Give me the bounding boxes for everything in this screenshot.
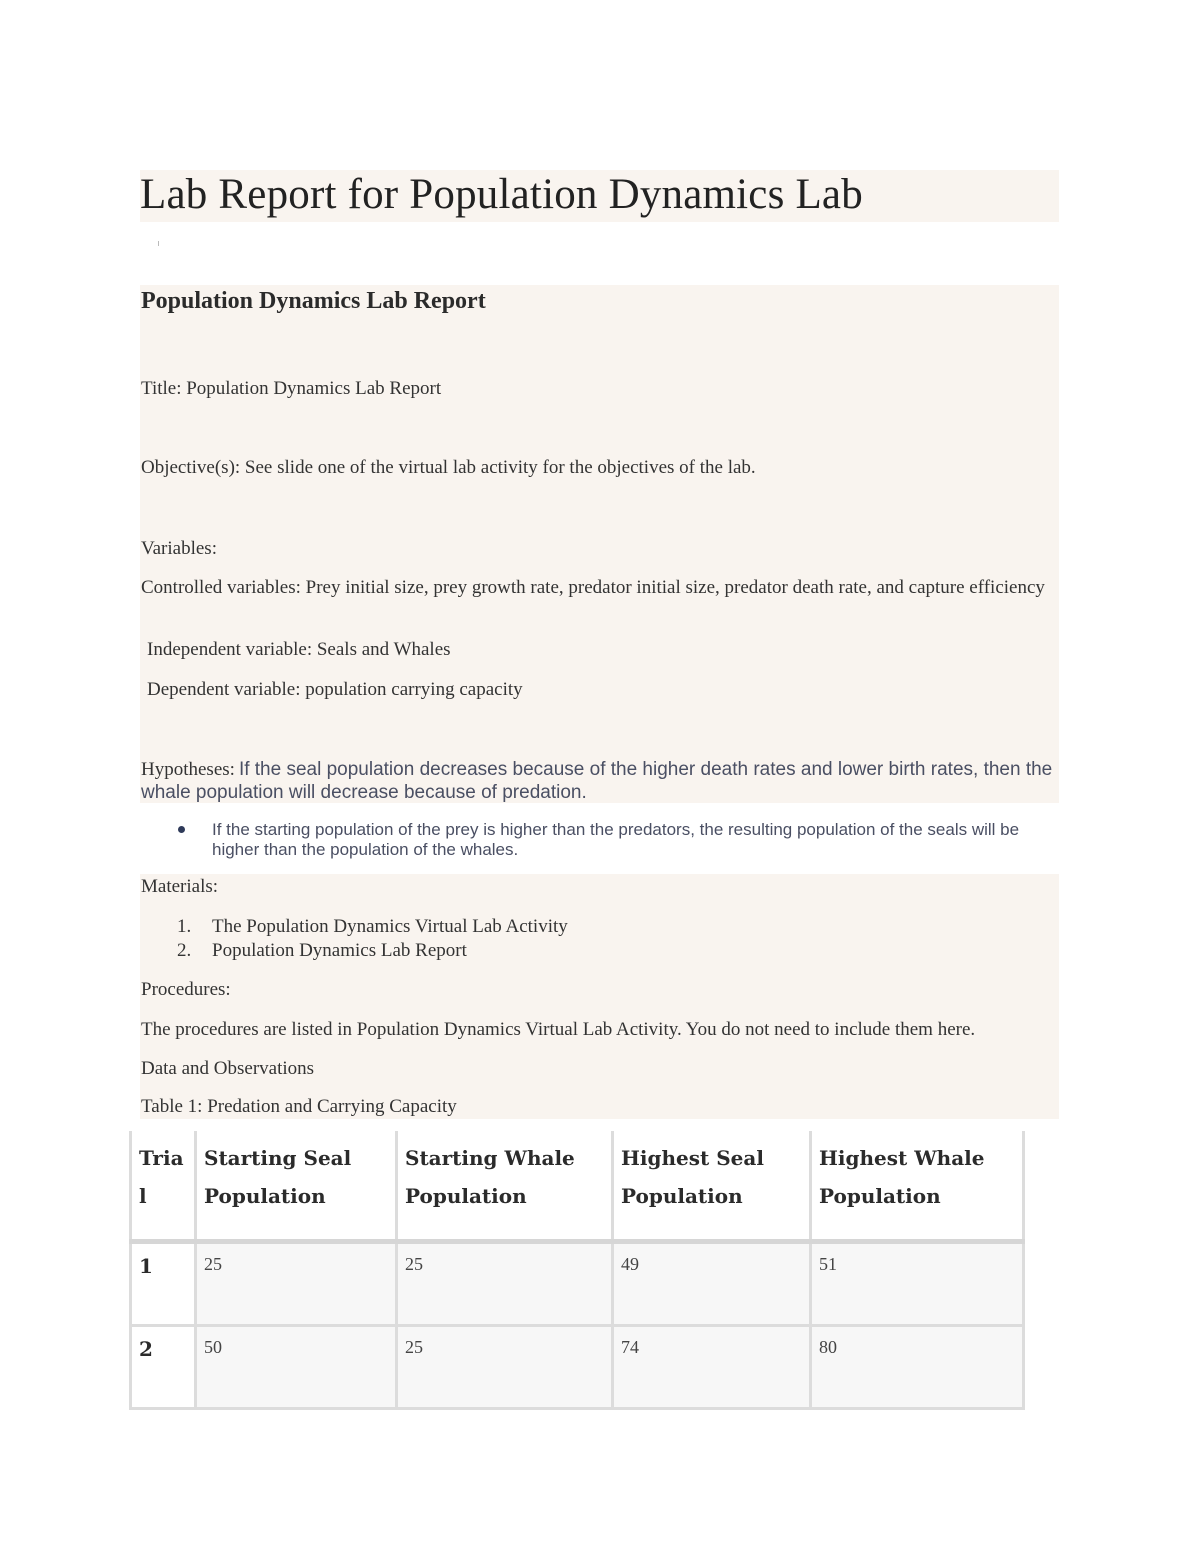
title-line: Title: Population Dynamics Lab Report bbox=[141, 378, 442, 399]
materials-item-number: 1. bbox=[177, 916, 192, 937]
independent-variable: Independent variable: Seals and Whales bbox=[147, 639, 451, 660]
table-cell: 51 bbox=[811, 1242, 1024, 1326]
header-trial: Trial bbox=[131, 1131, 196, 1242]
objective-line: Objective(s): See slide one of the virtual lab activity for the objectives of the lab. bbox=[141, 457, 756, 478]
materials-item: The Population Dynamics Virtual Lab Activity bbox=[212, 916, 568, 937]
header-highest-whale: Highest Whale Population bbox=[811, 1131, 1024, 1242]
materials-item: Population Dynamics Lab Report bbox=[212, 940, 467, 961]
hypotheses-paragraph bbox=[141, 759, 1057, 805]
trial-cell: 1 bbox=[131, 1242, 196, 1326]
table-header-row bbox=[131, 1131, 1024, 1242]
table-cell: 25 bbox=[196, 1242, 397, 1326]
table-cell: 25 bbox=[397, 1326, 613, 1409]
dependent-variable: Dependent variable: population carrying capacity bbox=[147, 679, 523, 700]
table-cell: 49 bbox=[613, 1242, 811, 1326]
hypotheses-label: Hypotheses: bbox=[141, 759, 235, 780]
data-observations-label: Data and Observations bbox=[141, 1058, 315, 1079]
document-title: Lab Report for Population Dynamics Lab bbox=[140, 171, 863, 218]
predation-table bbox=[129, 1131, 1025, 1410]
separator-mark bbox=[158, 241, 159, 246]
hypotheses-text: If the seal population decreases because of the higher death rates and lower birth rates, then the whale population will decrease because of predation. bbox=[141, 759, 1053, 803]
table-cell: 74 bbox=[613, 1326, 811, 1409]
table-cell: 80 bbox=[811, 1326, 1024, 1409]
table-caption: Table 1: Predation and Carrying Capacity bbox=[141, 1096, 457, 1117]
header-starting-seal: Starting Seal Population bbox=[196, 1131, 397, 1242]
table-cell: 25 bbox=[397, 1242, 613, 1326]
body-highlight bbox=[140, 285, 1059, 803]
table-row bbox=[131, 1242, 1024, 1326]
materials-highlight bbox=[140, 874, 1059, 1119]
controlled-variables: Controlled variables: Prey initial size, prey growth rate, predator initial size, predator death rate, and capture efficiency bbox=[141, 577, 1045, 598]
procedures-text: The procedures are listed in Population Dynamics Virtual Lab Activity. You do not need to include them here. bbox=[141, 1019, 976, 1040]
table-row bbox=[131, 1326, 1024, 1409]
trial-cell: 2 bbox=[131, 1326, 196, 1409]
variables-label: Variables: bbox=[141, 538, 217, 559]
bullet-icon bbox=[178, 826, 185, 833]
materials-label: Materials: bbox=[141, 876, 219, 897]
header-starting-whale: Starting Whale Population bbox=[397, 1131, 613, 1242]
materials-item-number: 2. bbox=[177, 940, 192, 961]
header-highest-seal: Highest Seal Population bbox=[613, 1131, 811, 1242]
section-title: Population Dynamics Lab Report bbox=[141, 288, 486, 314]
hypothesis-bullet: If the starting population of the prey is higher than the predators, the resulting population of the seals will be higher than the population of the whales. bbox=[212, 820, 1020, 859]
table-cell: 50 bbox=[196, 1326, 397, 1409]
procedures-label: Procedures: bbox=[141, 979, 231, 1000]
